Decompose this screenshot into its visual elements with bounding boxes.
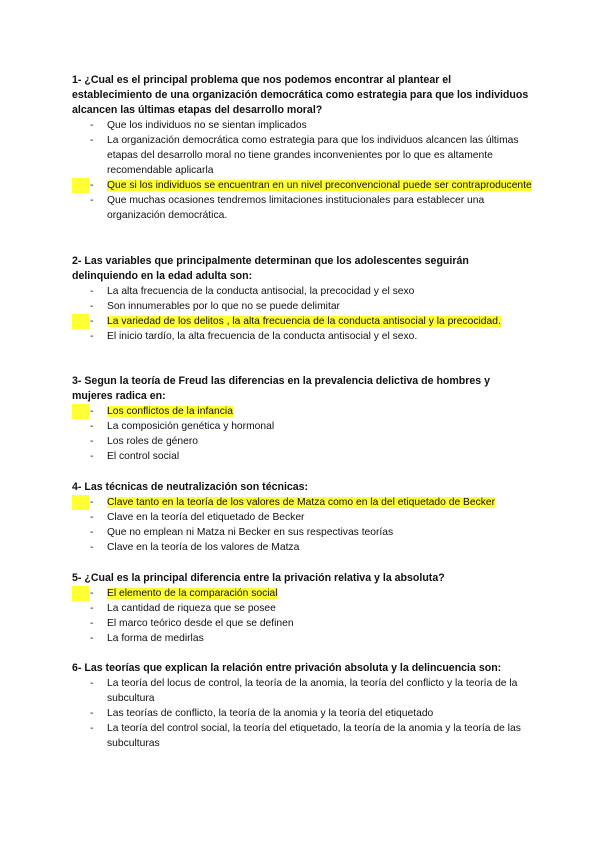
answer-text-highlighted: Clave tanto en la teoría de los valores de Matza como en la del etiquetado de Becker — [107, 497, 496, 508]
answer-item-correct: - La variedad de los delitos , la alta frecuencia de la conducta antisocial y la precocidad. — [72, 314, 532, 329]
answer-text: Que muchas ocasiones tendremos limitaciones institucionales para establecer una organización democrática. — [107, 195, 485, 221]
answer-list — [72, 586, 532, 646]
answer-item: - El inicio tardío, la alta frecuencia de la conducta antisocial y el sexo. — [90, 331, 418, 342]
answer-item: - La composición genética y hormonal — [90, 421, 275, 432]
answer-item-correct: - El elemento de la comparación social — [72, 586, 532, 601]
answer-item-correct: - Que si los individuos se encuentran en un nivel preconvencional puede ser contraproducente — [72, 178, 532, 193]
answer-text: El inicio tardío, la alta frecuencia de la conducta antisocial y el sexo. — [107, 331, 418, 342]
answer-item: - Clave en la teoría del etiquetado de Becker — [90, 512, 305, 523]
answer-list — [72, 676, 532, 751]
question-5 — [72, 571, 532, 646]
answer-item: - Clave en la teoría de los valores de Matza — [90, 542, 300, 553]
answer-list — [72, 284, 532, 344]
answer-item: - La cantidad de riqueza que se posee — [90, 603, 276, 614]
question-title: 4- Las técnicas de neutralización son técnicas: — [72, 481, 309, 493]
answer-list — [72, 495, 532, 555]
answer-item-correct: - Clave tanto en la teoría de los valores de Matza como en la del etiquetado de Becker — [72, 495, 532, 510]
question-title: 6- Las teorías que explican la relación entre privación absoluta y la delincuencia son: — [72, 662, 502, 674]
answer-text: La cantidad de riqueza que se posee — [107, 603, 276, 614]
answer-item: - La alta frecuencia de la conducta antisocial, la precocidad y el sexo — [90, 286, 415, 297]
highlight-marker — [72, 404, 89, 419]
answer-text: La forma de medirlas — [107, 633, 204, 644]
answer-text: El marco teórico desde el que se definen — [107, 618, 294, 629]
answer-item: - Que los individuos no se sientan implicados — [90, 120, 307, 131]
answer-item: - Son innumerables por lo que no se puede delimitar — [90, 301, 340, 312]
highlight-marker — [72, 314, 89, 329]
answer-item: - Que no emplean ni Matza ni Becker en sus respectivas teorías — [90, 527, 394, 538]
question-2 — [72, 254, 532, 344]
question-3 — [72, 374, 532, 464]
question-title: 5- ¿Cual es la principal diferencia entre la privación relativa y la absoluta? — [72, 572, 445, 584]
answer-text: La alta frecuencia de la conducta antisocial, la precocidad y el sexo — [107, 286, 415, 297]
answer-text: La organización democrática como estrategia para que los individuos alcancen las últimas etapas del desarrollo moral no tiene grandes inconvenientes por lo que es altamente recomendable aplicarla — [107, 135, 519, 176]
answer-text-highlighted: La variedad de los delitos , la alta frecuencia de la conducta antisocial y la precocidad. — [107, 316, 501, 327]
highlight-marker — [72, 495, 89, 510]
answer-text: La composición genética y hormonal — [107, 421, 275, 432]
answer-item: - La teoría del control social, la teoría del etiquetado, la teoría de la anomia y la teoría de las subculturas — [90, 723, 521, 749]
answer-text: La teoría del locus de control, la teoría de la anomia, la teoría del conflicto y la teoría de la subcultura — [107, 678, 518, 704]
answer-item: - El control social — [90, 451, 180, 462]
answer-item: - Las teorías de conflicto, la teoría de la anomia y la teoría del etiquetado — [90, 708, 434, 719]
answer-text: Son innumerables por lo que no se puede delimitar — [107, 301, 340, 312]
highlight-marker — [72, 586, 89, 601]
answer-list — [72, 118, 532, 223]
answer-text: Que los individuos no se sientan implicados — [107, 120, 307, 131]
answer-text: Las teorías de conflicto, la teoría de la anomia y la teoría del etiquetado — [107, 708, 434, 719]
question-1 — [72, 73, 532, 223]
question-title: 1- ¿Cual es el principal problema que nos podemos encontrar al plantear el establecimiento de una organización democrática como estrategia para que los individuos alcancen las últimas etapas del desarrollo moral? — [72, 74, 529, 116]
answer-item: - La teoría del locus de control, la teoría de la anomia, la teoría del conflicto y la teoría de la subcultura — [90, 678, 518, 704]
answer-text: La teoría del control social, la teoría del etiquetado, la teoría de la anomia y la teoría de las subculturas — [107, 723, 521, 749]
answer-item: - Que muchas ocasiones tendremos limitaciones institucionales para establecer una organización democrática. — [90, 195, 485, 221]
answer-text: Clave en la teoría de los valores de Matza — [107, 542, 300, 553]
answer-item: - Los roles de género — [90, 436, 199, 447]
answer-text: Clave en la teoría del etiquetado de Becker — [107, 512, 305, 523]
answer-text-highlighted: El elemento de la comparación social — [107, 588, 278, 599]
highlight-marker — [72, 178, 89, 193]
question-6 — [72, 661, 532, 751]
answer-list — [72, 404, 532, 464]
answer-item: - La organización democrática como estrategia para que los individuos alcancen las últimas etapas del desarrollo moral no tiene grandes inconvenientes por lo que es altamente recomendable aplicarla — [90, 135, 519, 176]
question-title: 2- Las variables que principalmente determinan que los adolescentes seguirán delinquiendo en la edad adulta son: — [72, 255, 469, 282]
answer-item-correct: - Los conflictos de la infancia — [72, 404, 532, 419]
question-4 — [72, 480, 532, 555]
answer-text-highlighted: Los conflictos de la infancia — [107, 406, 233, 417]
answer-item: - El marco teórico desde el que se definen — [90, 618, 294, 629]
answer-item: - La forma de medirlas — [90, 633, 204, 644]
answer-text-highlighted: Que si los individuos se encuentran en un nivel preconvencional puede ser contraproducente — [107, 180, 532, 191]
question-title: 3- Segun la teoría de Freud las diferencias en la prevalencia delictiva de hombres y mujeres radica en: — [72, 375, 491, 402]
answer-text: Los roles de género — [107, 436, 199, 447]
answer-text: El control social — [107, 451, 180, 462]
answer-text: Que no emplean ni Matza ni Becker en sus respectivas teorías — [107, 527, 394, 538]
